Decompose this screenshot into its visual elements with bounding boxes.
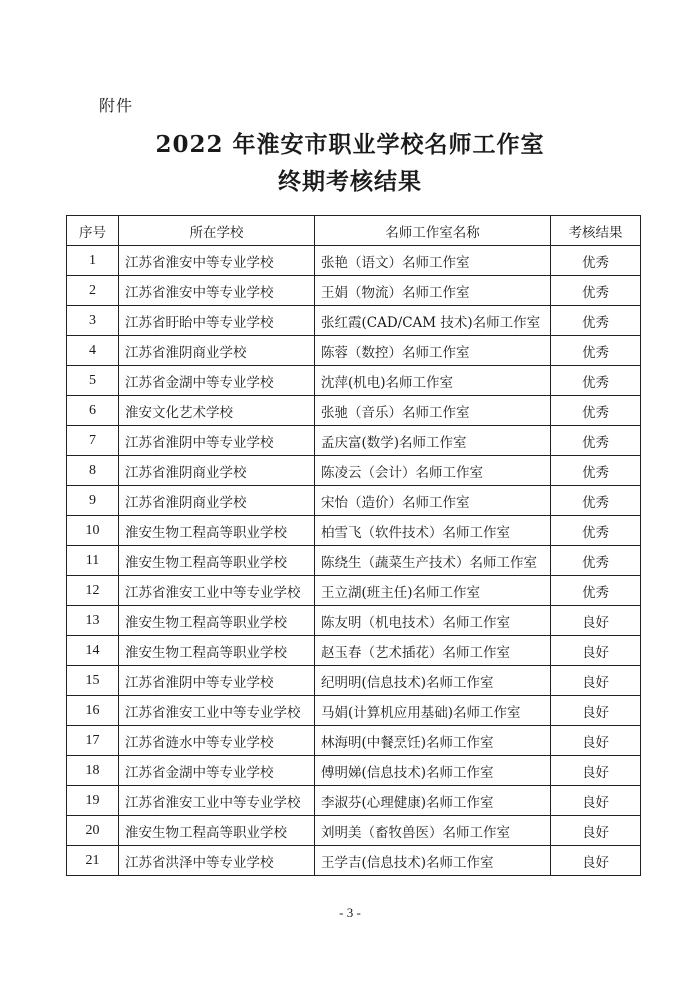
- table-row: [67, 486, 641, 516]
- row-studio: 王立湖(班主任)名师工作室: [315, 576, 551, 606]
- row-result: 优秀: [551, 426, 641, 456]
- row-result: 良好: [551, 756, 641, 786]
- row-studio: 陈蓉（数控）名师工作室: [315, 336, 551, 366]
- row-studio: 林海明(中餐烹饪)名师工作室: [315, 726, 551, 756]
- row-result: 优秀: [551, 546, 641, 576]
- row-result: 优秀: [551, 456, 641, 486]
- row-school: 江苏省金湖中等专业学校: [119, 366, 315, 396]
- row-school: 淮安生物工程高等职业学校: [119, 606, 315, 636]
- row-result: 良好: [551, 786, 641, 816]
- header-result: 考核结果: [551, 216, 641, 246]
- row-studio: 赵玉春（艺术插花）名师工作室: [315, 636, 551, 666]
- table-row: [67, 756, 641, 786]
- row-serial: 6: [67, 396, 119, 426]
- row-serial: 15: [67, 666, 119, 696]
- row-school: 江苏省金湖中等专业学校: [119, 756, 315, 786]
- row-serial: 4: [67, 336, 119, 366]
- row-serial: 20: [67, 816, 119, 846]
- table-row: [67, 336, 641, 366]
- header-school: 所在学校: [119, 216, 315, 246]
- row-result: 优秀: [551, 486, 641, 516]
- row-result: 优秀: [551, 396, 641, 426]
- row-school: 江苏省淮阴商业学校: [119, 336, 315, 366]
- row-school: 江苏省淮安工业中等专业学校: [119, 786, 315, 816]
- row-studio: 刘明美（畜牧兽医）名师工作室: [315, 816, 551, 846]
- row-school: 江苏省淮安工业中等专业学校: [119, 696, 315, 726]
- table-row: [67, 846, 641, 876]
- table-row: [67, 306, 641, 336]
- row-school: 淮安文化艺术学校: [119, 396, 315, 426]
- row-school: 淮安生物工程高等职业学校: [119, 546, 315, 576]
- table-row: [67, 606, 641, 636]
- row-studio: 陈绕生（蔬菜生产技术）名师工作室: [315, 546, 551, 576]
- row-serial: 7: [67, 426, 119, 456]
- row-school: 江苏省淮阴商业学校: [119, 486, 315, 516]
- row-result: 优秀: [551, 246, 641, 276]
- row-serial: 8: [67, 456, 119, 486]
- table-row: [67, 276, 641, 306]
- page-title: 2022 年淮安市职业学校名师工作室: [155, 131, 545, 158]
- row-serial: 5: [67, 366, 119, 396]
- row-studio: 沈萍(机电)名师工作室: [315, 366, 551, 396]
- row-studio: 傅明娣(信息技术)名师工作室: [315, 756, 551, 786]
- row-result: 优秀: [551, 576, 641, 606]
- row-school: 江苏省淮安工业中等专业学校: [119, 576, 315, 606]
- page-subtitle: 终期考核结果: [278, 168, 422, 195]
- row-school: 江苏省洪泽中等专业学校: [119, 846, 315, 876]
- table-row: [67, 786, 641, 816]
- row-studio: 张艳（语文）名师工作室: [315, 246, 551, 276]
- row-serial: 16: [67, 696, 119, 726]
- row-school: 淮安生物工程高等职业学校: [119, 636, 315, 666]
- row-serial: 1: [67, 246, 119, 276]
- results-table: [66, 215, 641, 876]
- row-studio: 纪明明(信息技术)名师工作室: [315, 666, 551, 696]
- row-result: 优秀: [551, 366, 641, 396]
- row-serial: 18: [67, 756, 119, 786]
- table-row: [67, 696, 641, 726]
- row-serial: 21: [67, 846, 119, 876]
- row-studio: 宋怡（造价）名师工作室: [315, 486, 551, 516]
- table-row: [67, 546, 641, 576]
- row-result: 优秀: [551, 306, 641, 336]
- row-result: 优秀: [551, 516, 641, 546]
- attachment-label: 附件: [99, 96, 134, 115]
- table-row: [67, 456, 641, 486]
- row-school: 江苏省淮安中等专业学校: [119, 276, 315, 306]
- table-row: [67, 426, 641, 456]
- header-studio: 名师工作室名称: [315, 216, 551, 246]
- table-row: [67, 816, 641, 846]
- row-school: 淮安生物工程高等职业学校: [119, 516, 315, 546]
- row-studio: 张驰（音乐）名师工作室: [315, 396, 551, 426]
- table-row: [67, 396, 641, 426]
- table-row: [67, 726, 641, 756]
- row-school: 江苏省淮阴中等专业学校: [119, 666, 315, 696]
- row-result: 优秀: [551, 336, 641, 366]
- table-row: [67, 366, 641, 396]
- row-studio: 王娟（物流）名师工作室: [315, 276, 551, 306]
- row-serial: 2: [67, 276, 119, 306]
- table-row: [67, 516, 641, 546]
- row-serial: 9: [67, 486, 119, 516]
- row-serial: 14: [67, 636, 119, 666]
- table-row: [67, 576, 641, 606]
- row-result: 良好: [551, 846, 641, 876]
- row-studio: 陈凌云（会计）名师工作室: [315, 456, 551, 486]
- row-studio: 孟庆富(数学)名师工作室: [315, 426, 551, 456]
- row-result: 良好: [551, 636, 641, 666]
- row-result: 良好: [551, 666, 641, 696]
- row-serial: 10: [67, 516, 119, 546]
- row-result: 良好: [551, 606, 641, 636]
- row-result: 优秀: [551, 276, 641, 306]
- row-studio: 张红霞(CAD/CAM 技术)名师工作室: [315, 306, 551, 336]
- header-serial: 序号: [67, 216, 119, 246]
- table-row: [67, 636, 641, 666]
- table-row: [67, 666, 641, 696]
- row-serial: 19: [67, 786, 119, 816]
- row-result: 良好: [551, 696, 641, 726]
- table-row: [67, 246, 641, 276]
- row-serial: 13: [67, 606, 119, 636]
- row-result: 良好: [551, 726, 641, 756]
- row-school: 淮安生物工程高等职业学校: [119, 816, 315, 846]
- row-serial: 12: [67, 576, 119, 606]
- row-school: 江苏省淮阴商业学校: [119, 456, 315, 486]
- row-school: 江苏省淮安中等专业学校: [119, 246, 315, 276]
- row-studio: 陈友明（机电技术）名师工作室: [315, 606, 551, 636]
- row-serial: 17: [67, 726, 119, 756]
- table-header-row: [67, 216, 641, 246]
- row-studio: 柏雪飞（软件技术）名师工作室: [315, 516, 551, 546]
- row-studio: 李淑芬(心理健康)名师工作室: [315, 786, 551, 816]
- row-result: 良好: [551, 816, 641, 846]
- row-studio: 马娟(计算机应用基础)名师工作室: [315, 696, 551, 726]
- page-number: - 3 -: [339, 905, 361, 920]
- row-serial: 3: [67, 306, 119, 336]
- row-serial: 11: [67, 546, 119, 576]
- row-school: 江苏省涟水中等专业学校: [119, 726, 315, 756]
- row-school: 江苏省盱眙中等专业学校: [119, 306, 315, 336]
- row-studio: 王学吉(信息技术)名师工作室: [315, 846, 551, 876]
- row-school: 江苏省淮阴中等专业学校: [119, 426, 315, 456]
